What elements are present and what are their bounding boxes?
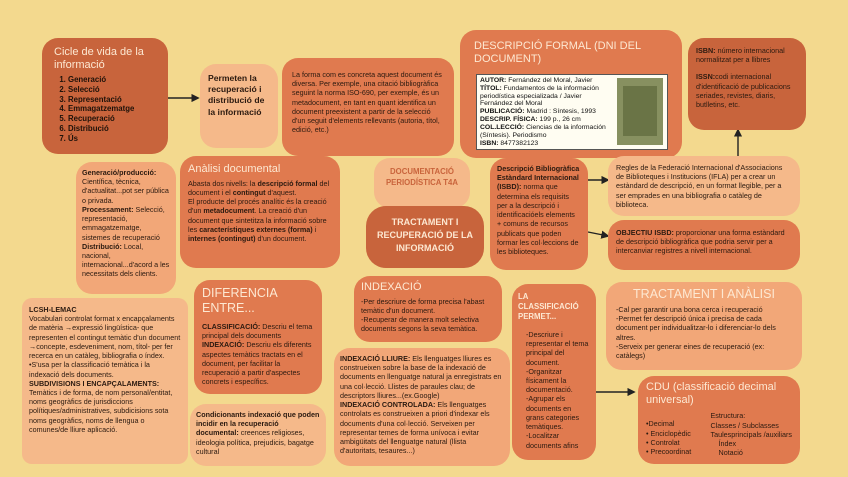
- indexacio-item: -Recuperar de manera molt selectiva documents segons la seva temàtica.: [361, 315, 479, 334]
- regles-ifla-box: [608, 156, 800, 216]
- indexacio-title: INDEXACIÓ: [361, 281, 422, 293]
- classificacio-title: LA CLASSIFICACIÓ PERMET...: [518, 292, 579, 321]
- isbd-box: [490, 158, 588, 270]
- cicle-vida-list: [54, 75, 156, 143]
- card-line-physical: DESCRIP. FÍSICA: 199 p., 26 cm: [480, 116, 581, 124]
- cdu-structure-item: Classes / Subclasses: [710, 420, 779, 430]
- card-line-title: TÍTOL: Fundamentos de la información periodística especializada / Javier Fernández del Moral: [480, 84, 599, 108]
- main-topic-text: TRACTAMENT I RECUPERACIÓ DE LA INFORMACIÓ: [376, 217, 473, 254]
- permeten-text: Permeten la recuperació i distribució de la informació: [208, 73, 265, 117]
- cdu-box: [638, 376, 800, 464]
- classificacio-item: -Agrupar els documents en grans categories temàtiques.: [526, 394, 580, 432]
- diferencia-indexacio: INDEXACIÓ: Descriu els diferents aspectes temàtics tractats en el document, per facilitar la recuperació a partir d'aspectes concrets i específics.: [202, 340, 312, 387]
- cdu-features: [646, 419, 691, 457]
- analisi-text: Abasta dos nivells: la descripció formal del document i el contingut d'aquest.: [188, 178, 330, 197]
- cdu-structure-item: Notació: [718, 448, 743, 458]
- analisi-documental-box: [180, 156, 340, 268]
- cdu-structure-item: Índex: [718, 438, 737, 448]
- condicionants-box: [190, 404, 326, 466]
- cicle-vida-title: Cicle de vida de la informació: [54, 46, 144, 71]
- generacio-text: Generació/producció: Científica, tècnica, d'actualitat...pot ser pública o privada.: [82, 168, 169, 205]
- cdu-feature: • Controlat: [646, 437, 680, 447]
- descripcio-formal-title: DESCRIPCIÓ FORMAL (DNI DEL DOCUMENT): [474, 40, 641, 65]
- cdu-feature: •Decimal: [646, 419, 675, 429]
- cicle-item: 7. Ús: [68, 134, 156, 144]
- indexacio-controlada-text: INDEXACIÓ CONTROLADA: Els llenguatges controlats es construeixen a priori d'indexar els documents d'una col·lecció. Serveixen per representar temes de forma unívoca i evitar ambigüitats del llenguatge natural (llista d'autoritats, tesaures...): [340, 400, 490, 456]
- isbd-text: Descripció Bibliogràfica Estàndard Internacional (ISBD): norma que determina els requisits per a la descripció i identificacióels elements + comuns de recursos publicats que poden formar les col·leccions de les biblioteques.: [497, 164, 580, 256]
- cdu-feature: • Precoordinat: [646, 446, 692, 456]
- classificacio-item: -Localitzar documents afins: [526, 431, 579, 450]
- diferencia-box: [194, 280, 322, 394]
- tractament-analisi-box: [606, 282, 802, 370]
- indexacio-box: [354, 276, 502, 342]
- cicle-item: 3. Representació: [68, 95, 156, 105]
- lcsh-text: Vocabulari controlat format x encapçalaments de matèria →expressió lingüística- que representen el contingut temàtic d'un document →concepte, esdeveniment, nom, títol- per fer recerca en un catàleg, bibliografia o índex.: [29, 314, 181, 361]
- tractament-item: -Permet fer descripció única i precisa de cada document per individualitzar-lo i diferenciar-lo dels altres.: [616, 314, 776, 342]
- main-topic: [366, 206, 484, 268]
- cdu-structure: [711, 411, 793, 457]
- regles-text: Regles de la Federació Internacional d'Associacions de Biblioteques i Institucions (IFLA) per a crear un estàndard de descripció, en un format llegible, per a ser emprades en una bibliografia o catàleg de biblioteca.: [616, 163, 783, 209]
- generacio-box: [76, 162, 176, 294]
- forma-text: La forma com es concreta aquest document és diversa. Per exemple, una citació bibliogràfica seguint la norma ISO-690, per exemple, és un metadocument, en tant en quant identifica un document preexistent a partir de la selecció d'un seguit d'elements rellevants (autoria, títol, edició, etc.): [292, 70, 442, 135]
- cdu-feature: • Enciclopèdic: [646, 428, 691, 438]
- indexacio-item: -Per descriure de forma precisa l'abast temàtic d'un document.: [361, 296, 485, 315]
- classificacio-permet-box: [512, 284, 596, 460]
- isbn-box: [688, 38, 806, 130]
- forma-box: [282, 58, 454, 156]
- condicionants-text: Condicionants indexació que poden incidir en la recuperació documental: creences religioses, ideologia política, prejudicis, bagatge cultural: [196, 410, 320, 456]
- arrow-dbe-to-objectiu: [588, 232, 608, 236]
- cicle-item: 4. Emmagatzematge: [68, 104, 156, 114]
- cicle-item: 2. Selecció: [68, 85, 156, 95]
- cdu-structure-item: Estructura:: [710, 411, 746, 421]
- indexacio-lliure-box: [334, 348, 510, 466]
- subject-label-text: DOCUMENTACIÓ PERIODÍSTICA T4A: [385, 167, 459, 188]
- indexacio-lliure-text: INDEXACIÓ LLIURE: Els llenguatges lliures es construeixen sobre la base de la indexació de documents en llenguatge natural ja enregistrats en una col·lecció. Llistes de paraules clau; de descriptors lliures...(ex.Google): [340, 354, 502, 400]
- objectiu-isbd-box: [608, 220, 800, 270]
- cicle-vida-box: [42, 38, 168, 154]
- cicle-item: 1. Generació: [68, 75, 156, 85]
- processament-text: Processament: Selecció, representació, emmagatzematge, sistemes de recuperació: [82, 204, 165, 242]
- isbn-definition: ISBN: número internacional normalitzat per a llibres: [696, 46, 785, 65]
- tractament-title: TRACTAMENT I ANÀLISI: [633, 287, 775, 301]
- book-cover-image: [617, 78, 663, 145]
- tractament-item: -Serveix per generar eines de recuperació (ex: catàlegs): [616, 341, 765, 361]
- lcsh-subdivisions: SUBDIVISIONS I ENCAPÇALAMENTS: Temàtics i de forma, de nom personal/entitat, noms geogràfics de jurisdiccions polítiques/administratives, subdicisions sota noms geogràfics, noms de llengua o comunes/de lliure aplicació.: [29, 378, 173, 434]
- lcsh-use: •S'usa per la classificació temàtica i la indexació dels documents.: [29, 360, 150, 379]
- classificacio-item: -Organitzar físicament la documentació.: [526, 366, 573, 395]
- card-line-publication: PUBLICACIÓ: Madrid : Síntesis, 1993: [480, 108, 596, 116]
- lcsh-title: LCSH-LEMAC: [29, 305, 77, 314]
- card-line-author: AUTOR: Fernández del Moral, Javier: [480, 77, 593, 84]
- subject-label: [374, 158, 470, 208]
- cicle-item: 6. Distribució: [68, 124, 156, 134]
- analisi-title: Anàlisi documental: [188, 163, 281, 175]
- tractament-item: -Cal per garantir una bona cerca i recuperació: [616, 305, 763, 314]
- catalog-card: [476, 74, 668, 150]
- descripcio-formal-box: [460, 30, 682, 158]
- analisi-text-2: El producte del procés analític és la creació d'un metadocument. La creació d'un document que sintetitza la informació sobre les característiques externes (forma) i internes (contingut) d'un document.: [188, 197, 327, 243]
- cdu-structure-item: Taulesprincipals /auxiliars: [710, 429, 792, 439]
- diferencia-classificacio: CLASSIFICACIÓ: Descriu el tema principal dels documents: [202, 322, 313, 341]
- lcsh-box: [22, 298, 188, 464]
- diferencia-title: DIFERENCIA ENTRE...: [202, 286, 278, 315]
- distribucio-text: Distribució: Local, nacional, internacional...d'acord a les necessitats dels clients.: [82, 241, 170, 279]
- issn-definition: ISSN:codi internacional d'identificació de publicacions seriades, revistes, diaris, butlletins, etc.: [696, 72, 791, 110]
- classificacio-item: -Descriure i representar el tema principal del document.: [526, 329, 589, 367]
- objectiu-text: OBJECTIU ISBD: proporcionar una forma estàndard de descripció bibliogràfica que podria servir per a intercanviar registres a nivell internacional.: [616, 228, 785, 256]
- classificacio-list: [518, 330, 590, 450]
- cdu-title: CDU (classificació decimal universal): [646, 381, 777, 406]
- cdu-columns: [646, 409, 792, 457]
- card-line-collection: COL.LECCIÓ: Ciencias de la información (Síntesis). Periodismo: [480, 123, 606, 139]
- card-line-isbn: ISBN: 8477382123: [480, 139, 539, 147]
- catalog-card-text: [480, 77, 610, 147]
- permeten-box: [200, 64, 278, 148]
- cicle-item: 5. Recuperació: [68, 114, 156, 124]
